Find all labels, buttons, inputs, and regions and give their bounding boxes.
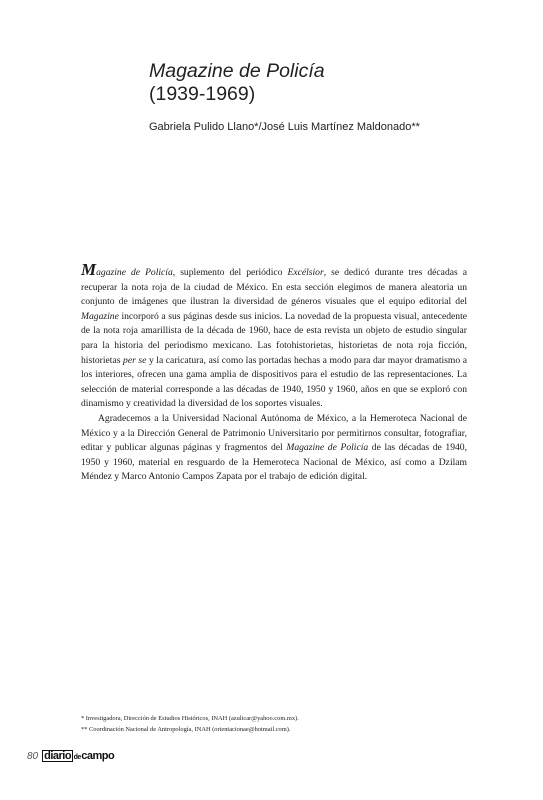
- paragraph-1: [81, 260, 468, 412]
- page-footer: [27, 750, 114, 762]
- p1-text-d: y la caricatura, así como las portadas hechas a modo para dar mayor dramatismo a los interiores, ofrecen una gama amplia de dispositivos para el estudio de las representaciones. La selección de material corresponde a las décadas de 1940, 1950 y 1960, años en que se exploró con dinamismo y creatividad la diversidad de los soportes visuales.: [81, 354, 467, 410]
- title-main: Magazine de Policía: [149, 60, 325, 82]
- footnote-1: * Investigadora, Dirección de Estudios Históricos, INAH (azulicar@yahoo.com.mx).: [81, 715, 299, 722]
- p2-italic-magazine: Magazine de Policía: [286, 442, 369, 454]
- logo-part-campo: campo: [81, 750, 115, 762]
- p1-italic-magazine: agazine de Policía: [96, 267, 173, 278]
- p1-text-b: , se dedicó durante tres décadas a recuperar la nota roja de la ciudad de México. En esta sección elegimos de manera aleatoria un conjunto de imágenes que ilustran la diversidad de géneros visuales que el equipo editorial del: [81, 267, 468, 308]
- p1-italic-excelsior: Excélsior: [287, 267, 324, 278]
- p2-text-b: de las décadas de 1940, 1950 y 1960, material en resguardo de la Hemeroteca Nacional de México, así como a Dzilam Méndez y Marco Antonio Campos Zapata por el trabajo de edición digital.: [81, 442, 467, 483]
- article-body: [81, 260, 468, 485]
- article-title: [149, 60, 509, 106]
- footnote-2: ** Coordinación Nacional de Antropología, INAH (orientacionae@hotmail.com).: [81, 726, 291, 733]
- logo-part-de: de: [73, 754, 81, 761]
- paragraph-2: [81, 412, 467, 485]
- p1-text-c: incorporó a sus páginas desde sus inicios. La novedad de la propuesta visual, antecedente de la nota roja amarillista de la década de 1960, hace de esta revista un objeto de estudio singular para la historia del periodismo mexicano. Las fotohistorietas, historietas de nota roja ficción, historietas: [81, 310, 467, 366]
- p2-text-a: Agradecemos a la Universidad Nacional Autónoma de México, a la Hemeroteca Nacional de México y a la Dirección General de Patrimonio Universitario por permitirnos consultar, fotografiar, editar y publicar algunas páginas y fragmentos del: [81, 412, 467, 454]
- journal-logo: [42, 750, 114, 762]
- title-years: (1939-1969): [149, 83, 256, 105]
- p1-italic-per-se: per se: [123, 354, 147, 366]
- logo-part-diario: diario: [44, 750, 72, 762]
- drop-cap: M: [81, 260, 97, 279]
- footnotes: [81, 713, 481, 735]
- authors-line: Gabriela Pulido Llano*/José Luis Martínez Maldonado**: [149, 121, 420, 133]
- page-number: 80: [27, 750, 39, 762]
- p1-italic-magazine-2: Magazine: [81, 310, 119, 322]
- p1-text-a: , suplemento del periódico: [172, 267, 288, 278]
